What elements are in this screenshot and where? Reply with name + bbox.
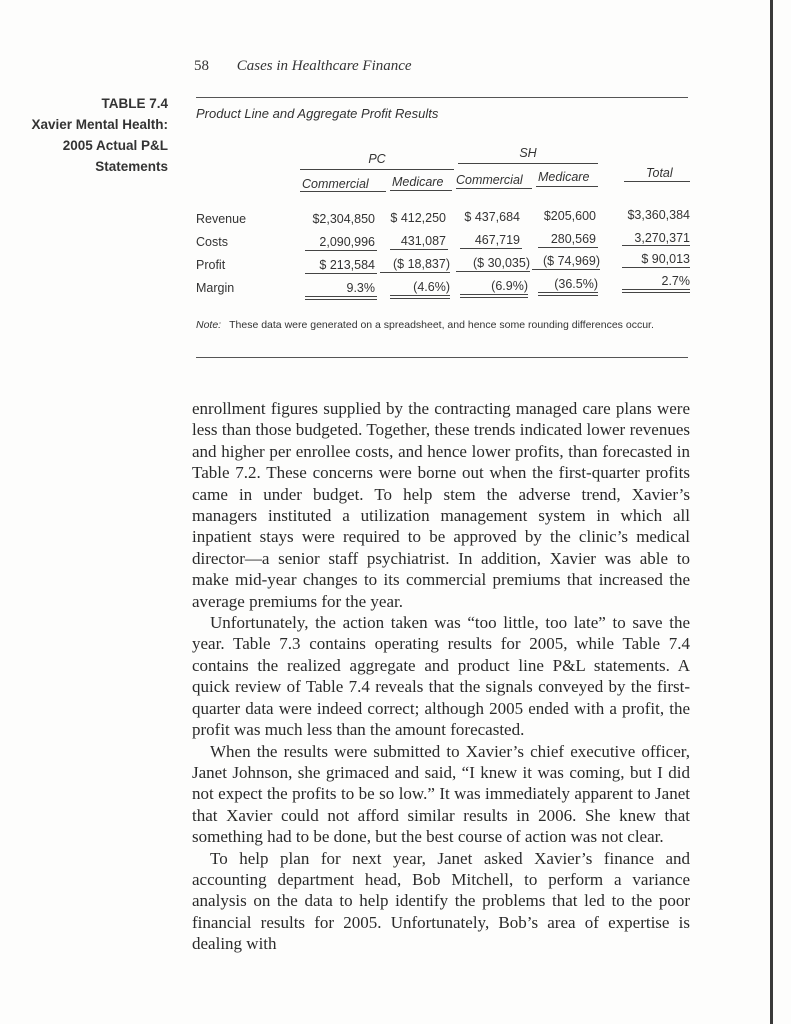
table-cell: $2,304,850 — [312, 212, 375, 226]
running-title: Cases in Healthcare Finance — [236, 58, 412, 74]
table-cell: 9.3% — [346, 281, 375, 295]
group-underline-sh — [458, 163, 598, 164]
profit-underline — [456, 271, 530, 272]
costs-underline — [460, 248, 522, 249]
profit-underline — [380, 272, 450, 273]
table-cell: ($ 74,969) — [543, 254, 600, 268]
column-header-pc-medicare: Medicare — [392, 175, 444, 189]
table-cell: 3,270,371 — [634, 231, 690, 245]
profit-underline — [532, 269, 600, 270]
table-caption: Product Line and Aggregate Profit Results — [196, 106, 439, 121]
table-cell: $ 90,013 — [641, 252, 690, 266]
margin-double-underline — [460, 294, 528, 295]
table-cell: ($ 18,837) — [393, 257, 450, 271]
table-label-line: 2005 Actual P&L — [62, 138, 168, 153]
table-cell: (4.6%) — [413, 280, 450, 294]
table-cell: $ 412,250 — [390, 211, 446, 225]
margin-double-underline — [460, 297, 528, 298]
table-cell: $3,360,384 — [627, 208, 690, 222]
table-bottom-rule — [196, 357, 688, 358]
table-top-rule — [196, 97, 688, 98]
table-cell: 280,569 — [550, 232, 596, 246]
margin-double-underline — [305, 299, 377, 300]
paragraph: To help plan for next year, Janet asked Xavier’s finance and accounting department head, Bob Mitchell, to perform a variance analysis on the data to help identify the problems that led to the poor financial results for 2005. Unfortunately, Bob’s area of expertise is dealing with — [192, 848, 690, 954]
profit-underline — [622, 267, 690, 268]
paragraph: When the results were submitted to Xavier’s chief executive officer, Janet Johnson, she grimaced and said, “I knew it was coming, but I did not expect the profits to be so low.” It was immediately apparent to Janet that Xavier could not afford similar results in 2006. She knew that something had to be done, but the best course of action was not clear. — [192, 741, 690, 847]
column-header-sh-commercial: Commercial — [456, 173, 523, 187]
costs-underline — [622, 245, 690, 246]
table-label-line: Xavier Mental Health: — [31, 117, 168, 132]
table-cell: 2,090,996 — [319, 235, 375, 249]
group-header-pc: PC — [368, 152, 386, 166]
paragraph: Unfortunately, the action taken was “too little, too late” to save the year. Table 7.3 contains operating results for 2005, while Table 7.4 contains the realized aggregate and product line P&L statements. A quick review of Table 7.4 reveals that the signals conveyed by the first-quarter data were indeed correct; although 2005 ended with a profit, the profit was much less than the amount forecasted. — [192, 613, 690, 740]
margin-double-underline — [538, 295, 598, 296]
table-cell: $ 213,584 — [319, 258, 375, 272]
costs-underline — [538, 247, 598, 248]
note-text: These data were generated on a spreadsheet, and hence some rounding differences occur. — [229, 319, 654, 331]
margin-double-underline — [538, 292, 598, 293]
table-cell: (36.5%) — [554, 277, 598, 291]
table-cell: $205,600 — [543, 209, 596, 223]
column-header-total: Total — [646, 166, 673, 180]
body-text — [192, 398, 690, 955]
margin-double-underline — [305, 296, 377, 297]
column-underline — [536, 186, 598, 187]
column-underline — [390, 190, 452, 191]
column-underline — [624, 181, 690, 182]
table-cell: 431,087 — [400, 234, 446, 248]
table-cell: 467,719 — [474, 233, 520, 247]
costs-underline — [305, 250, 377, 251]
book-spine-edge — [770, 0, 773, 1024]
note-label: Note: — [196, 319, 222, 331]
column-header-pc-commercial: Commercial — [302, 177, 369, 191]
table-cell: $ 437,684 — [464, 210, 520, 224]
row-label-margin: Margin — [196, 281, 235, 295]
row-label-costs: Costs — [196, 235, 228, 249]
column-underline — [300, 191, 386, 192]
row-label-revenue: Revenue — [196, 212, 247, 226]
page-number: 58 — [194, 58, 209, 74]
margin-double-underline — [390, 295, 450, 296]
group-underline-pc — [300, 169, 454, 170]
column-header-sh-medicare: Medicare — [538, 170, 590, 184]
table-cell: 2.7% — [661, 274, 690, 288]
costs-underline — [390, 249, 448, 250]
table-cell: ($ 30,035) — [473, 256, 530, 270]
column-underline — [456, 188, 532, 189]
table-label-line: Statements — [95, 159, 168, 174]
running-head — [194, 58, 412, 75]
paragraph: enrollment figures supplied by the contracting managed care plans were less than those budgeted. Together, these trends indicated lower revenues and higher per enrollee costs, and hence lower profits, than forecasted in Table 7.2. These concerns were borne out when the first-quarter profits came in under budget. To help stem the adverse trend, Xavier’s managers instituted a utilization management system in which all inpatient stays were required to be approved by the clinic’s medical director—a senior staff psychiatrist. In addition, Xavier was able to make mid-year changes to its commercial premiums that increased the average premiums for the year. — [192, 399, 690, 611]
row-label-profit: Profit — [196, 258, 226, 272]
profit-underline — [305, 273, 377, 274]
margin-double-underline — [390, 298, 450, 299]
table-cell: (6.9%) — [491, 279, 528, 293]
table-number: TABLE 7.4 — [101, 96, 168, 111]
table-note — [196, 318, 686, 333]
group-header-sh: SH — [519, 146, 537, 160]
table-label — [8, 93, 168, 177]
margin-double-underline — [622, 289, 690, 290]
margin-double-underline — [622, 292, 690, 293]
